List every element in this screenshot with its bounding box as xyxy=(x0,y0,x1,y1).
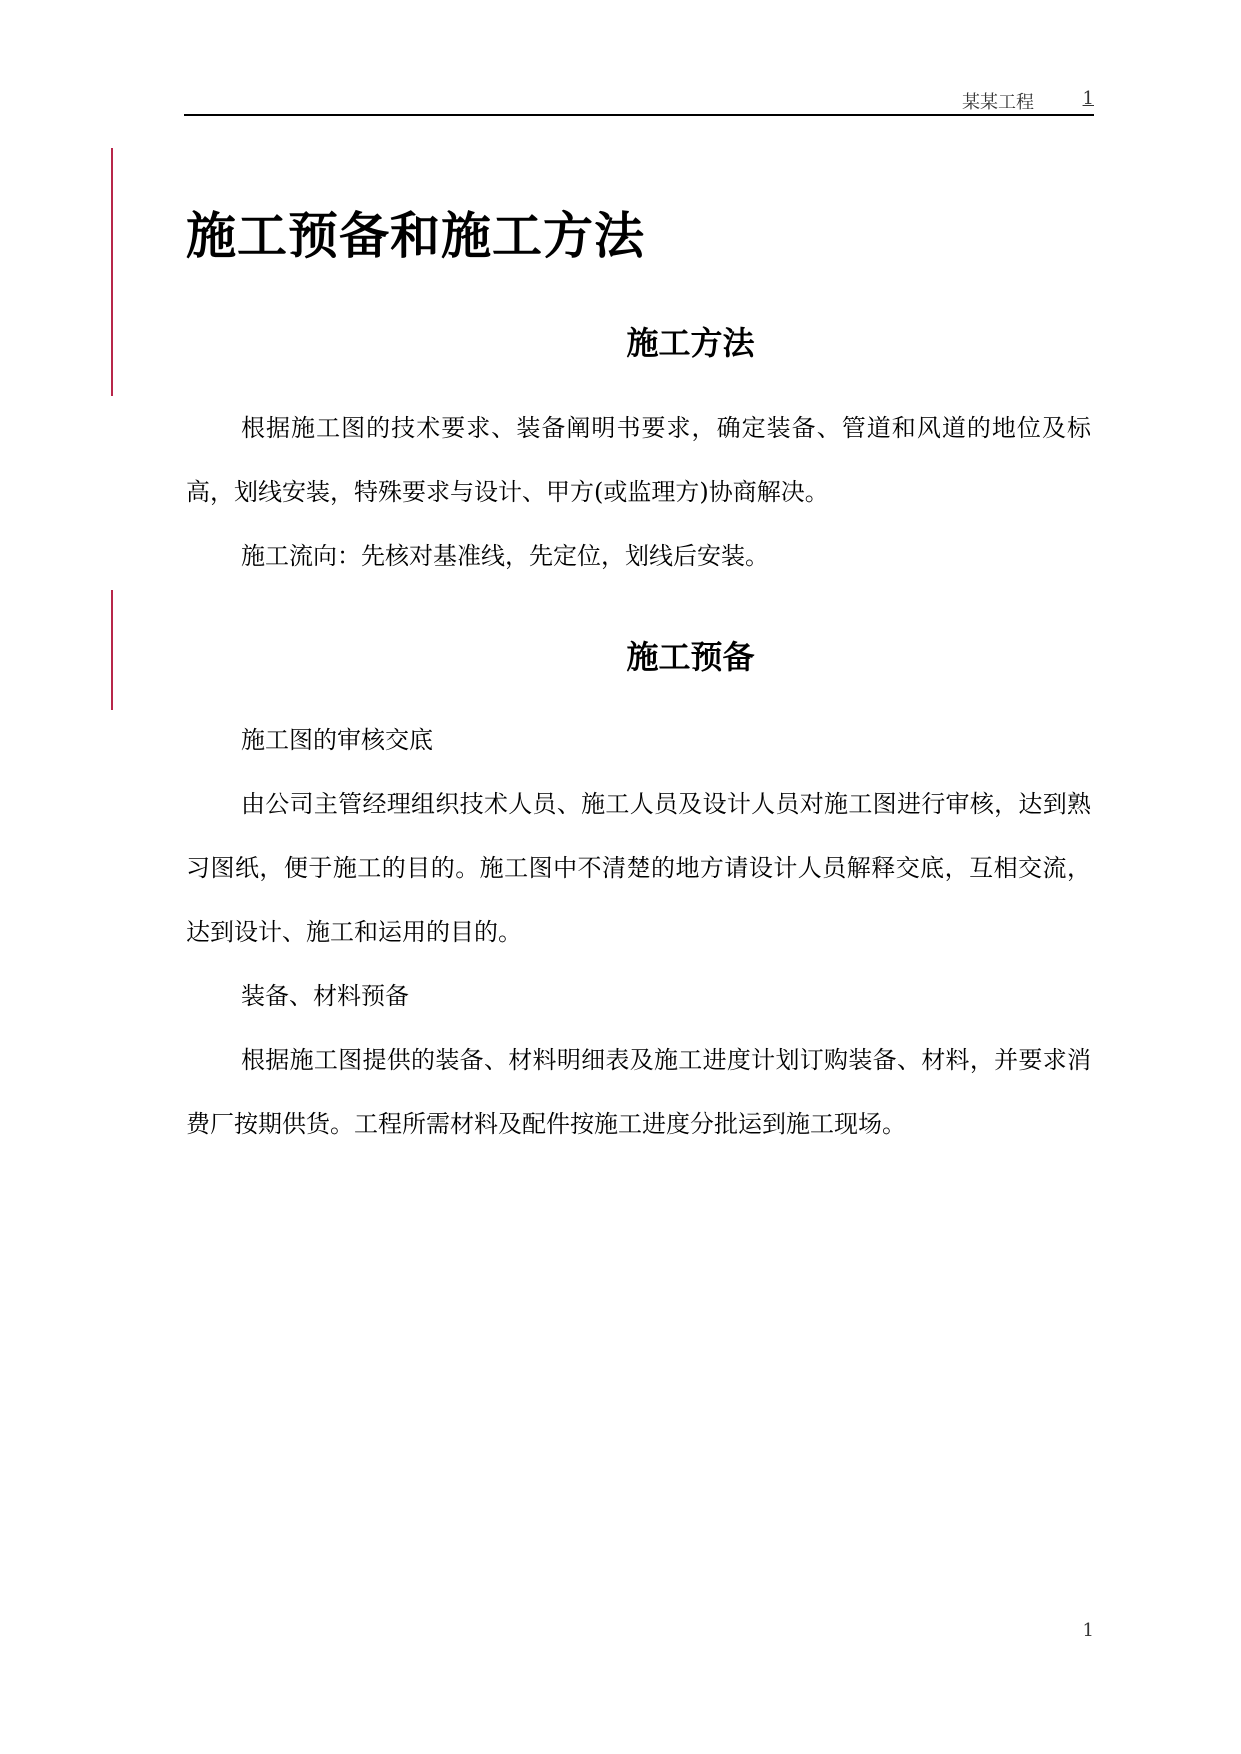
paragraph: 根据施工图提供的装备、材料明细表及施工进度计划订购装备、材料，并要求消费厂按期供货。工程所需材料及配件按施工进度分批运到施工现场。 xyxy=(186,1046,1091,1138)
section-heading: 施工方法 xyxy=(626,324,755,362)
header-title: 某某工程 xyxy=(962,92,1034,113)
paragraph: 根据施工图的技术要求、装备阐明书要求，确定装备、管道和风道的地位及标高，划线安装，特殊要求与设计、甲方(或监理方)协商解决。 xyxy=(186,414,1091,506)
paragraph: 施工流向：先核对基准线，先定位，划线后安装。 xyxy=(241,542,769,570)
header-page-number: 1 xyxy=(1082,88,1094,109)
subheading-paragraph: 装备、材料预备 xyxy=(241,982,409,1010)
page-header xyxy=(184,86,1094,116)
header-rule xyxy=(184,114,1094,116)
subheading-paragraph: 施工图的审核交底 xyxy=(241,726,433,754)
section-heading: 施工预备 xyxy=(626,638,755,676)
paragraph: 由公司主管经理组织技术人员、施工人员及设计人员对施工图进行审核，达到熟习图纸，便于施工的目的。施工图中不清楚的地方请设计人员解释交底，互相交流，达到设计、施工和运用的目的。 xyxy=(186,790,1091,946)
footer-page-number: 1 xyxy=(1082,1620,1094,1641)
document-title: 施工预备和施工方法 xyxy=(186,207,645,265)
